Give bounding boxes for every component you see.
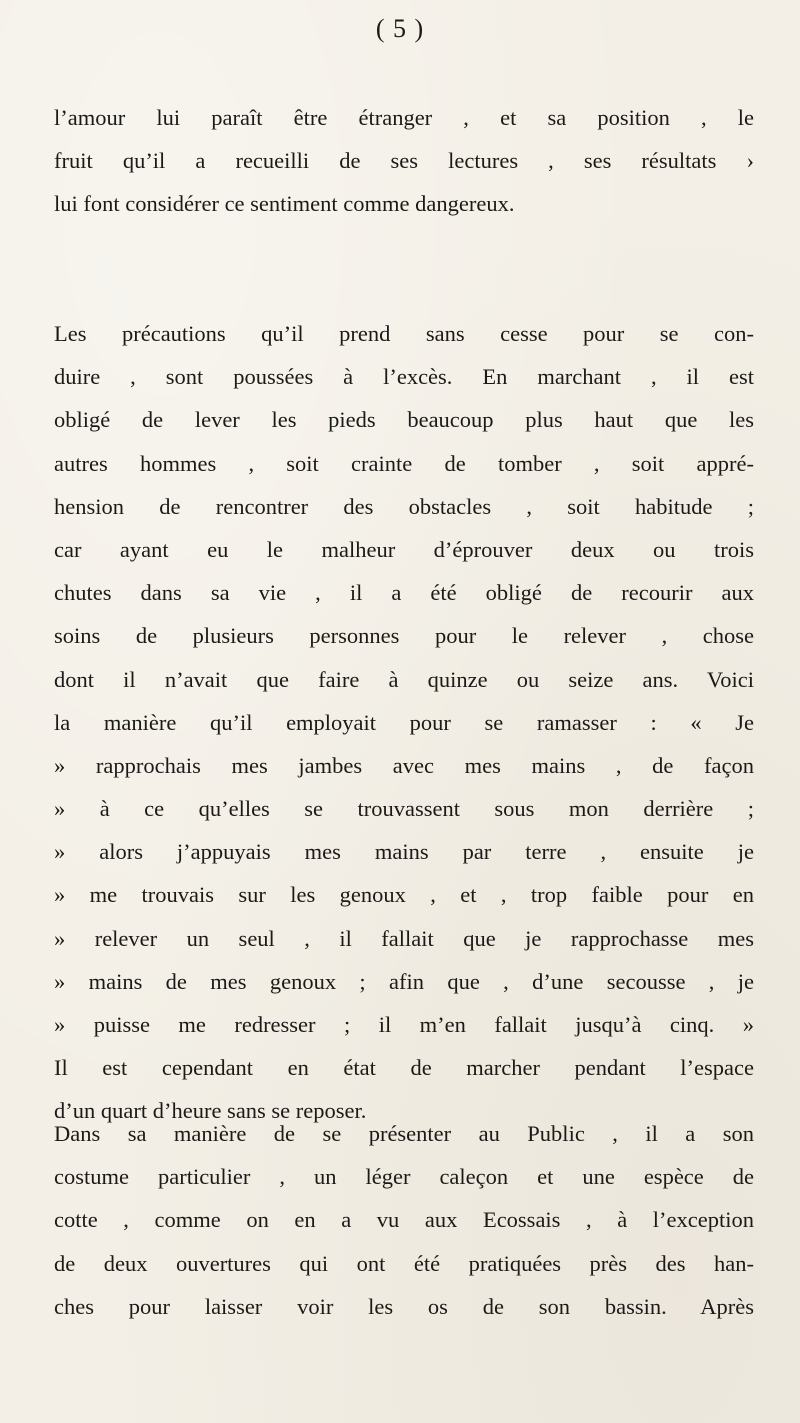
text-line: l’amour lui paraît être étranger , et sa position , le [54,105,754,130]
text-line: Il est cependant en état de marcher pendant l’espace [54,1055,754,1081]
text-line: la manière qu’il employait pour se ramasser : « Je [54,709,754,735]
text-line: » à ce qu’elles se trouvassent sous mon derrière ; [54,796,754,822]
text-line: » alors j’appuyais mes mains par terre , ensuite je [54,839,754,865]
text-line: duire , sont poussées à l’excès. En marchant , il est [54,364,754,390]
text-line: » me trouvais sur les genoux , et , trop faible pour en [54,882,754,908]
text-line: obligé de lever les pieds beaucoup plus haut que les [54,407,754,433]
text-line: chutes dans sa vie , il a été obligé de recourir aux [54,580,754,606]
text-line: » puisse me redresser ; il m’en fallait jusqu’à cinq. » [54,1012,754,1037]
text-line: costume particulier , un léger caleçon et une espèce de [54,1164,754,1190]
text-line: » relever un seul , il fallait que je rapprochasse mes [54,925,754,951]
text-line: » rapprochais mes jambes avec mes mains , de façon [54,752,754,778]
text-line: car ayant eu le malheur d’éprouver deux ou trois [54,536,754,562]
text-line: lui font considérer ce sentiment comme dangereux. [54,191,515,217]
paragraph-1 [54,96,754,226]
text-line: ches pour laisser voir les os de son bassin. Après [54,1293,754,1319]
paragraph-3 [54,1112,754,1328]
text-line: fruit qu’il a recueilli de ses lectures , ses résultats › [54,148,754,174]
text-line: autres hommes , soit crainte de tomber , soit appré- [54,450,754,476]
text-line: Les précautions qu’il prend sans cesse pour se con- [54,321,754,346]
page-number: ( 5 ) [375,14,425,43]
text-line: cotte , comme on en a vu aux Ecossais , à l’exception [54,1207,754,1233]
text-line: dont il n’avait que faire à quinze ou seize ans. Voici [54,666,754,692]
paragraph-2 [54,312,754,1133]
text-line: » mains de mes genoux ; afin que , d’une secousse , je [54,968,754,994]
text-line: d’un quart d’heure sans se reposer. [54,1098,367,1124]
text-line: hension de rencontrer des obstacles , soit habitude ; [54,493,754,519]
text-line: de deux ouvertures qui ont été pratiquées près des han- [54,1250,754,1276]
text-line: Dans sa manière de se présenter au Public , il a son [54,1121,754,1146]
text-line: soins de plusieurs personnes pour le relever , chose [54,623,754,649]
